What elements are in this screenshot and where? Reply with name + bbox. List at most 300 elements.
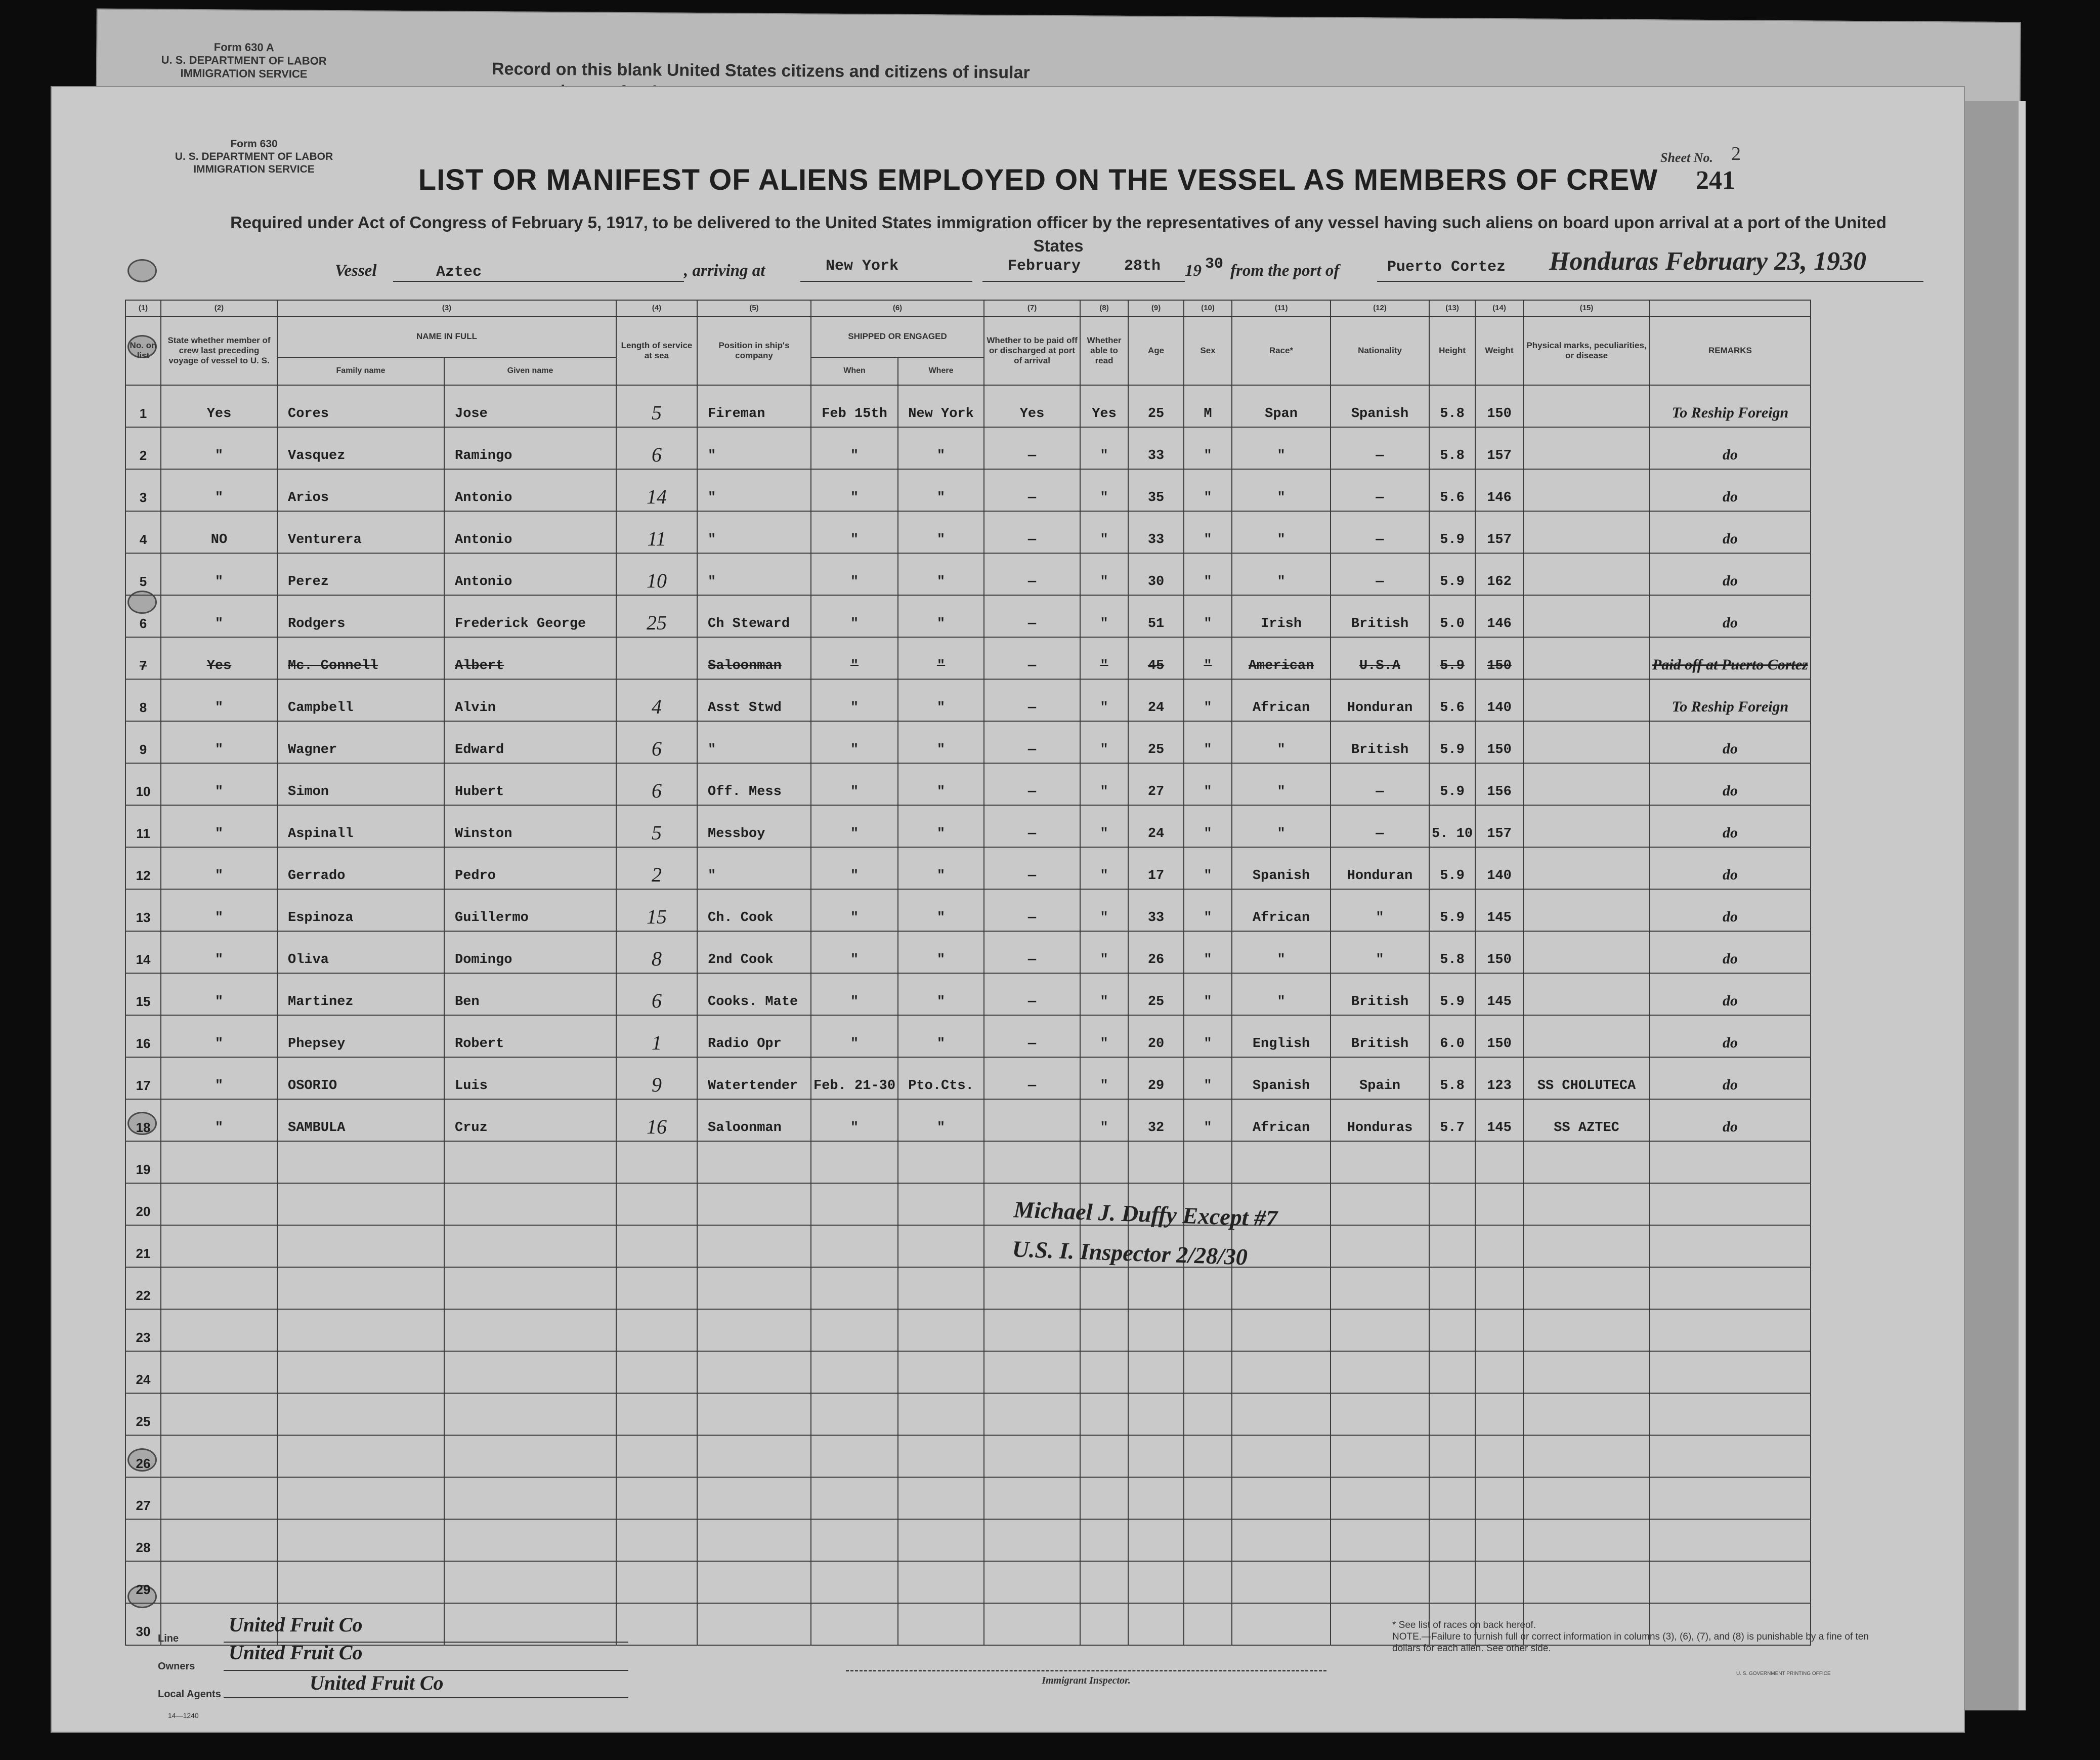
- nationality-cell: U.S.A: [1331, 637, 1429, 679]
- shipped-where-cell: ": [898, 973, 984, 1015]
- paid-off-cell: —: [984, 469, 1080, 511]
- sex-cell: ": [1184, 553, 1232, 595]
- physical-marks-cell: [1523, 1267, 1650, 1309]
- position-cell: [697, 1141, 811, 1183]
- height-cell: [1429, 1477, 1475, 1519]
- sex-cell: ": [1184, 637, 1232, 679]
- remarks-cell: do: [1650, 469, 1811, 511]
- able-to-read-cell: [1080, 1561, 1128, 1603]
- arrival-month: February: [1008, 258, 1081, 275]
- header-name-in-full: NAME IN FULL: [277, 316, 616, 357]
- race-cell: ": [1232, 973, 1331, 1015]
- weight-cell: 140: [1475, 679, 1523, 721]
- vessel-label: Vessel: [335, 262, 377, 280]
- given-name-cell: Guillermo: [444, 889, 616, 931]
- us-voyage-cell: [161, 1519, 277, 1561]
- crew-row: [125, 931, 1811, 973]
- shipped-where-cell: [898, 1309, 984, 1351]
- shipped-when-cell: [811, 1477, 898, 1519]
- nationality-cell: British: [1331, 1015, 1429, 1057]
- nationality-cell: Honduran: [1331, 679, 1429, 721]
- position-cell: ": [697, 553, 811, 595]
- height-cell: 5.7: [1429, 1099, 1475, 1141]
- age-cell: 29: [1128, 1057, 1184, 1099]
- remarks-cell: do: [1650, 721, 1811, 763]
- remarks-cell: do: [1650, 511, 1811, 553]
- service-length-cell: 9: [616, 1057, 697, 1099]
- age-cell: 27: [1128, 763, 1184, 805]
- weight-cell: 150: [1475, 721, 1523, 763]
- sex-cell: ": [1184, 1099, 1232, 1141]
- header-given-name: Given name: [444, 357, 616, 385]
- header-shipped-or-engaged: SHIPPED OR ENGAGED: [811, 316, 984, 357]
- paid-off-cell: Yes: [984, 385, 1080, 427]
- family-name-cell: Simon: [277, 763, 444, 805]
- nationality-cell: [1331, 1561, 1429, 1603]
- remarks-cell: [1650, 1435, 1811, 1477]
- remarks-cell: do: [1650, 595, 1811, 637]
- sex-cell: ": [1184, 721, 1232, 763]
- row-number: 14: [125, 931, 161, 973]
- age-cell: 32: [1128, 1099, 1184, 1141]
- family-name-cell: Venturera: [277, 511, 444, 553]
- height-cell: 6.0: [1429, 1015, 1475, 1057]
- race-cell: ": [1232, 805, 1331, 847]
- from-port-underline: [1377, 281, 1923, 282]
- remarks-cell: do: [1650, 973, 1811, 1015]
- inspector-signature-line: [846, 1670, 1326, 1671]
- shipped-where-cell: [898, 1267, 984, 1309]
- position-cell: [697, 1435, 811, 1477]
- able-to-read-cell: ": [1080, 1057, 1128, 1099]
- shipped-where-cell: New York: [898, 385, 984, 427]
- paid-off-cell: —: [984, 1057, 1080, 1099]
- row-number: 25: [125, 1393, 161, 1435]
- nationality-cell: Spain: [1331, 1057, 1429, 1099]
- family-name-cell: Rodgers: [277, 595, 444, 637]
- given-name-cell: Ben: [444, 973, 616, 1015]
- race-cell: ": [1232, 553, 1331, 595]
- given-name-cell: [444, 1435, 616, 1477]
- age-cell: 24: [1128, 805, 1184, 847]
- nationality-cell: British: [1331, 973, 1429, 1015]
- us-voyage-cell: [161, 1393, 277, 1435]
- service-length-cell: 14: [616, 469, 697, 511]
- paid-off-cell: —: [984, 427, 1080, 469]
- us-voyage-cell: [161, 1561, 277, 1603]
- able-to-read-cell: ": [1080, 469, 1128, 511]
- position-cell: ": [697, 847, 811, 889]
- able-to-read-cell: ": [1080, 595, 1128, 637]
- able-to-read-cell: [1080, 1351, 1128, 1393]
- header-length-of-service: Length of service at sea: [616, 316, 697, 385]
- shipped-where-cell: [898, 1141, 984, 1183]
- crew-row: [125, 763, 1811, 805]
- physical-marks-cell: [1523, 889, 1650, 931]
- row-number: 21: [125, 1225, 161, 1267]
- agents-underline: [224, 1697, 628, 1698]
- crew-row: [125, 385, 1811, 427]
- height-cell: 5. 10: [1429, 805, 1475, 847]
- row-number: 4: [125, 511, 161, 553]
- given-name-cell: Ramingo: [444, 427, 616, 469]
- position-cell: ": [697, 721, 811, 763]
- shipped-when-cell: ": [811, 1015, 898, 1057]
- arrival-day: 28th: [1124, 258, 1161, 275]
- shipped-where-cell: ": [898, 469, 984, 511]
- line-value: United Fruit Co: [229, 1613, 363, 1636]
- owners-value: United Fruit Co: [229, 1641, 363, 1664]
- nationality-cell: [1331, 1309, 1429, 1351]
- nationality-cell: —: [1331, 469, 1429, 511]
- row-number: 22: [125, 1267, 161, 1309]
- service-length-cell: [616, 1309, 697, 1351]
- header-weight: Weight: [1475, 316, 1523, 385]
- form-footer: [158, 1610, 1928, 1727]
- given-name-cell: Albert: [444, 637, 616, 679]
- shipped-when-cell: ": [811, 469, 898, 511]
- height-cell: 5.6: [1429, 679, 1475, 721]
- position-cell: [697, 1183, 811, 1225]
- weight-cell: 157: [1475, 805, 1523, 847]
- row-number: 27: [125, 1477, 161, 1519]
- row-number: 1: [125, 385, 161, 427]
- age-cell: [1128, 1519, 1184, 1561]
- height-cell: 5.8: [1429, 1057, 1475, 1099]
- manifest-sheet: [51, 86, 1965, 1733]
- paid-off-cell: —: [984, 889, 1080, 931]
- race-cell: [1232, 1519, 1331, 1561]
- age-cell: 25: [1128, 385, 1184, 427]
- nationality-cell: —: [1331, 511, 1429, 553]
- physical-marks-cell: [1523, 595, 1650, 637]
- race-cell: [1232, 1309, 1331, 1351]
- vessel-name: Aztec: [436, 264, 482, 281]
- sex-cell: [1184, 1561, 1232, 1603]
- header-family-name: Family name: [277, 357, 444, 385]
- position-cell: [697, 1393, 811, 1435]
- able-to-read-cell: Yes: [1080, 385, 1128, 427]
- able-to-read-cell: ": [1080, 931, 1128, 973]
- port-underline: [800, 281, 972, 282]
- position-cell: Cooks. Mate: [697, 973, 811, 1015]
- column-number: (7): [984, 300, 1080, 316]
- weight-cell: [1475, 1225, 1523, 1267]
- shipped-where-cell: ": [898, 889, 984, 931]
- physical-marks-cell: [1523, 1141, 1650, 1183]
- height-cell: 5.9: [1429, 973, 1475, 1015]
- physical-marks-cell: [1523, 469, 1650, 511]
- family-name-cell: [277, 1309, 444, 1351]
- crew-row: [125, 1141, 1811, 1183]
- service-length-cell: 8: [616, 931, 697, 973]
- sheet-number-label: Sheet No.: [1660, 150, 1713, 165]
- crew-row: [125, 973, 1811, 1015]
- family-name-cell: [277, 1561, 444, 1603]
- shipped-where-cell: ": [898, 595, 984, 637]
- column-number: (8): [1080, 300, 1128, 316]
- physical-marks-cell: [1523, 1435, 1650, 1477]
- given-name-cell: [444, 1351, 616, 1393]
- service-length-cell: [616, 1351, 697, 1393]
- weight-cell: 123: [1475, 1057, 1523, 1099]
- shipped-where-cell: ": [898, 1015, 984, 1057]
- able-to-read-cell: [1080, 1477, 1128, 1519]
- position-cell: ": [697, 511, 811, 553]
- age-cell: [1128, 1477, 1184, 1519]
- remarks-cell: do: [1650, 1099, 1811, 1141]
- age-cell: 30: [1128, 553, 1184, 595]
- paid-off-cell: —: [984, 973, 1080, 1015]
- weight-cell: 146: [1475, 469, 1523, 511]
- sex-cell: ": [1184, 805, 1232, 847]
- remarks-cell: do: [1650, 427, 1811, 469]
- given-name-cell: [444, 1225, 616, 1267]
- position-cell: Saloonman: [697, 637, 811, 679]
- given-name-cell: Jose: [444, 385, 616, 427]
- paid-off-cell: —: [984, 595, 1080, 637]
- us-voyage-cell: [161, 1309, 277, 1351]
- crew-row: [125, 1435, 1811, 1477]
- height-cell: 5.8: [1429, 427, 1475, 469]
- paid-off-cell: [984, 1351, 1080, 1393]
- shipped-where-cell: ": [898, 763, 984, 805]
- age-cell: 35: [1128, 469, 1184, 511]
- family-name-cell: Oliva: [277, 931, 444, 973]
- paid-off-cell: —: [984, 721, 1080, 763]
- height-cell: [1429, 1435, 1475, 1477]
- sex-cell: ": [1184, 973, 1232, 1015]
- position-cell: [697, 1561, 811, 1603]
- given-name-cell: [444, 1183, 616, 1225]
- able-to-read-cell: ": [1080, 679, 1128, 721]
- row-number: 28: [125, 1519, 161, 1561]
- owners-label: Owners: [158, 1661, 195, 1672]
- shipped-where-cell: [898, 1519, 984, 1561]
- row-number: 16: [125, 1015, 161, 1057]
- position-cell: Ch. Cook: [697, 889, 811, 931]
- paid-off-cell: [984, 1309, 1080, 1351]
- shipped-where-cell: ": [898, 679, 984, 721]
- family-name-cell: [277, 1225, 444, 1267]
- position-cell: Off. Mess: [697, 763, 811, 805]
- crew-row: [125, 1015, 1811, 1057]
- year-prefix: 19: [1185, 262, 1202, 280]
- remarks-cell: To Reship Foreign: [1650, 385, 1811, 427]
- race-cell: ": [1232, 511, 1331, 553]
- row-number: 24: [125, 1351, 161, 1393]
- paid-off-cell: —: [984, 1015, 1080, 1057]
- given-name-cell: Winston: [444, 805, 616, 847]
- able-to-read-cell: ": [1080, 1015, 1128, 1057]
- header-age: Age: [1128, 316, 1184, 385]
- family-name-cell: Wagner: [277, 721, 444, 763]
- position-cell: ": [697, 469, 811, 511]
- physical-marks-cell: SS CHOLUTECA: [1523, 1057, 1650, 1099]
- form-print-number: 14—1240: [168, 1711, 199, 1720]
- service-length-cell: [616, 1477, 697, 1519]
- nationality-cell: Honduran: [1331, 847, 1429, 889]
- weight-cell: 145: [1475, 973, 1523, 1015]
- height-cell: 5.9: [1429, 763, 1475, 805]
- shipped-where-cell: Pto.Cts.: [898, 1057, 984, 1099]
- crew-row: [125, 1267, 1811, 1309]
- shipped-when-cell: ": [811, 721, 898, 763]
- service-length-cell: 10: [616, 553, 697, 595]
- shipped-when-cell: [811, 1141, 898, 1183]
- shipped-when-cell: ": [811, 679, 898, 721]
- given-name-cell: Pedro: [444, 847, 616, 889]
- service-length-cell: 5: [616, 385, 697, 427]
- crew-row: [125, 1309, 1811, 1351]
- binder-hole: [127, 259, 157, 282]
- service-length-cell: 6: [616, 973, 697, 1015]
- height-cell: 5.9: [1429, 847, 1475, 889]
- paid-off-cell: [984, 1477, 1080, 1519]
- paid-off-cell: —: [984, 553, 1080, 595]
- agents-label: Local Agents: [158, 1689, 221, 1700]
- sex-cell: ": [1184, 1015, 1232, 1057]
- shipped-where-cell: ": [898, 847, 984, 889]
- remarks-cell: [1650, 1141, 1811, 1183]
- paid-off-cell: —: [984, 763, 1080, 805]
- remarks-cell: [1650, 1351, 1811, 1393]
- voyage-details: [254, 247, 1923, 292]
- page-title: LIST OR MANIFEST OF ALIENS EMPLOYED ON THE VESSEL AS MEMBERS OF CREW: [418, 163, 1658, 196]
- row-number: 15: [125, 973, 161, 1015]
- arriving-label: , arriving at: [684, 262, 765, 280]
- able-to-read-cell: ": [1080, 637, 1128, 679]
- age-cell: 45: [1128, 637, 1184, 679]
- remarks-cell: [1650, 1309, 1811, 1351]
- height-cell: 5.9: [1429, 637, 1475, 679]
- row-number: 26: [125, 1435, 161, 1477]
- shipped-when-cell: ": [811, 511, 898, 553]
- nationality-cell: Honduras: [1331, 1099, 1429, 1141]
- physical-marks-cell: [1523, 1225, 1650, 1267]
- row-number: 29: [125, 1561, 161, 1603]
- row-number: 5: [125, 553, 161, 595]
- sex-cell: [1184, 1141, 1232, 1183]
- nationality-cell: —: [1331, 427, 1429, 469]
- us-voyage-cell: ": [161, 931, 277, 973]
- shipped-when-cell: ": [811, 889, 898, 931]
- service-length-cell: [616, 1141, 697, 1183]
- paid-off-cell: [984, 1561, 1080, 1603]
- service-length-cell: 6: [616, 763, 697, 805]
- physical-marks-cell: [1523, 679, 1650, 721]
- physical-marks-cell: [1523, 385, 1650, 427]
- remarks-cell: [1650, 1477, 1811, 1519]
- shipped-when-cell: [811, 1309, 898, 1351]
- sex-cell: [1184, 1309, 1232, 1351]
- paid-off-cell: —: [984, 637, 1080, 679]
- physical-marks-cell: [1523, 973, 1650, 1015]
- shipped-when-cell: ": [811, 763, 898, 805]
- row-number: 10: [125, 763, 161, 805]
- paid-off-cell: [984, 1519, 1080, 1561]
- given-name-cell: Alvin: [444, 679, 616, 721]
- footer-notes: * See list of races on back hereof. NOTE.—Failure to furnish full or correct information in columns (3), (6), (7), and (8) is punishable by a fine of ten dollars for each alien. See other side.: [1392, 1620, 1869, 1654]
- service-length-cell: 16: [616, 1099, 697, 1141]
- inspector-label: Immigrant Inspector.: [1042, 1675, 1131, 1686]
- crew-rows: [125, 385, 1811, 1645]
- header-able-to-read: Whether able to read: [1080, 316, 1128, 385]
- remarks-cell: Paid off at Puerto Cortez: [1650, 637, 1811, 679]
- able-to-read-cell: [1080, 1309, 1128, 1351]
- crew-row: [125, 679, 1811, 721]
- row-number: 19: [125, 1141, 161, 1183]
- nationality-cell: [1331, 1477, 1429, 1519]
- service-length-cell: [616, 1561, 697, 1603]
- crew-row: [125, 1225, 1811, 1267]
- sex-cell: M: [1184, 385, 1232, 427]
- race-cell: ": [1232, 931, 1331, 973]
- header-when: When: [811, 357, 898, 385]
- row-number: 3: [125, 469, 161, 511]
- header-us-voyage: State whether member of crew last preceding voyage of vessel to U. S.: [161, 316, 277, 385]
- race-cell: [1232, 1141, 1331, 1183]
- given-name-cell: Antonio: [444, 469, 616, 511]
- remarks-cell: [1650, 1561, 1811, 1603]
- age-cell: [1128, 1393, 1184, 1435]
- crew-row: [125, 1477, 1811, 1519]
- weight-cell: 156: [1475, 763, 1523, 805]
- position-cell: Asst Stwd: [697, 679, 811, 721]
- family-name-cell: Cores: [277, 385, 444, 427]
- physical-marks-cell: [1523, 1015, 1650, 1057]
- column-number: (2): [161, 300, 277, 316]
- nationality-cell: British: [1331, 721, 1429, 763]
- shipped-when-cell: [811, 1435, 898, 1477]
- nationality-cell: [1331, 1141, 1429, 1183]
- family-name-cell: Arios: [277, 469, 444, 511]
- able-to-read-cell: ": [1080, 511, 1128, 553]
- age-cell: 26: [1128, 931, 1184, 973]
- family-name-cell: [277, 1519, 444, 1561]
- paid-off-cell: [984, 1141, 1080, 1183]
- weight-cell: [1475, 1435, 1523, 1477]
- given-name-cell: Antonio: [444, 511, 616, 553]
- physical-marks-cell: [1523, 1393, 1650, 1435]
- column-number: (6): [811, 300, 984, 316]
- age-cell: [1128, 1309, 1184, 1351]
- service-length-cell: [616, 1225, 697, 1267]
- us-voyage-cell: ": [161, 553, 277, 595]
- family-name-cell: Mc. Connell: [277, 637, 444, 679]
- service-length-cell: 15: [616, 889, 697, 931]
- age-cell: 33: [1128, 889, 1184, 931]
- position-cell: [697, 1225, 811, 1267]
- sex-cell: ": [1184, 763, 1232, 805]
- service-length-cell: 2: [616, 847, 697, 889]
- sex-cell: ": [1184, 889, 1232, 931]
- height-cell: 5.8: [1429, 931, 1475, 973]
- crew-row: [125, 637, 1811, 679]
- paid-off-cell: [984, 1393, 1080, 1435]
- nationality-cell: ": [1331, 889, 1429, 931]
- crew-row: [125, 427, 1811, 469]
- sex-cell: ": [1184, 595, 1232, 637]
- weight-cell: [1475, 1183, 1523, 1225]
- crew-row: [125, 1057, 1811, 1099]
- remarks-cell: To Reship Foreign: [1650, 679, 1811, 721]
- position-cell: Radio Opr: [697, 1015, 811, 1057]
- race-cell: [1232, 1351, 1331, 1393]
- age-cell: 25: [1128, 973, 1184, 1015]
- crew-manifest-table: [125, 300, 1811, 1646]
- race-cell: ": [1232, 763, 1331, 805]
